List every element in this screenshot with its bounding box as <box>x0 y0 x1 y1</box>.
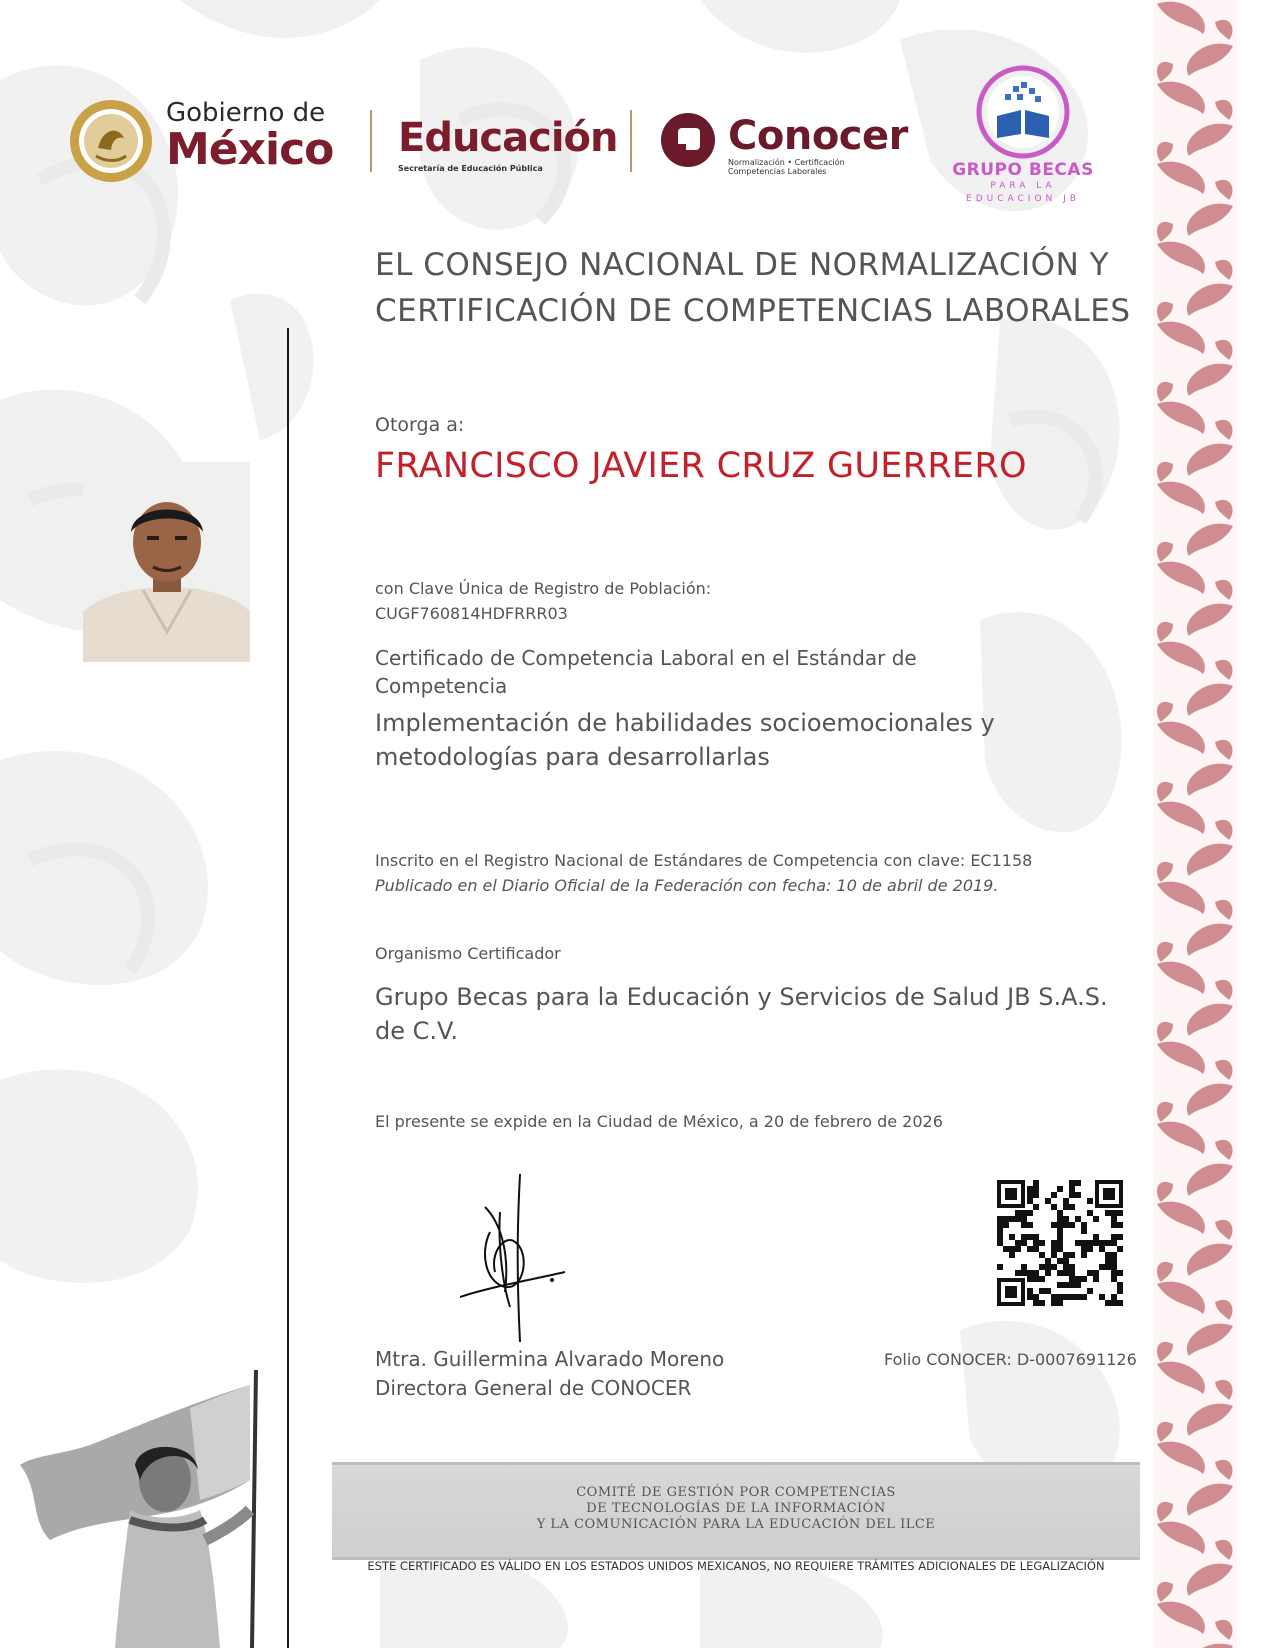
logo-separator <box>630 110 632 172</box>
becas-book-icon <box>975 64 1071 160</box>
committee-band <box>332 1462 1140 1560</box>
curp-value: CUGF760814HDFRRR03 <box>375 604 568 623</box>
mexican-seal-icon <box>68 98 154 184</box>
recipient-photo <box>83 462 250 662</box>
educacion-subtitle: Secretaría de Educación Pública <box>398 164 543 173</box>
educacion-title: Educación <box>398 115 618 161</box>
decorative-band <box>1153 0 1237 1648</box>
becas-subtitle-2: EDUCACION JB <box>966 193 1080 204</box>
signature <box>460 1172 570 1347</box>
heading-line-1: EL CONSEJO NACIONAL DE NORMALIZACIÓN Y <box>375 247 1110 283</box>
becas-name: GRUPO BECAS <box>952 160 1094 180</box>
gobierno-logo <box>166 98 334 175</box>
recipient-name: FRANCISCO JAVIER CRUZ GUERRERO <box>375 446 1027 486</box>
becas-subtitle-1: PARA LA <box>990 181 1056 191</box>
committee-text <box>332 1485 1140 1533</box>
page-margin <box>1237 0 1267 1648</box>
certificate-heading <box>375 242 1135 334</box>
issue-date-text: El presente se expide en la Ciudad de México, a 20 de febrero de 2026 <box>375 1112 943 1131</box>
otorga-label: Otorga a: <box>375 414 465 436</box>
vertical-divider <box>287 328 289 1648</box>
standard-name: Implementación de habilidades socioemocionales y metodologías para desarrollarlas <box>375 709 995 771</box>
signer-block <box>375 1345 724 1403</box>
curp-label: con Clave Única de Registro de Población: <box>375 579 712 598</box>
validity-note: ESTE CERTIFICADO ES VÁLIDO EN LOS ESTADOS UNIDOS MEXICANOS, NO REQUIERE TRÁMITES ADICIONALES DE LEGALIZACIÓN <box>367 1559 1105 1573</box>
conocer-subtitle-1: Normalización • Certificación <box>728 158 845 167</box>
gobierno-top-text: Gobierno de <box>166 98 326 128</box>
conocer-logo-icon <box>660 112 716 168</box>
organization-name: Grupo Becas para la Educación y Servicios de Salud JB S.A.S. de C.V. <box>375 983 1108 1045</box>
conocer-subtitle-2: Competencias Laborales <box>728 166 827 176</box>
qr-code-icon[interactable] <box>997 1180 1123 1306</box>
conocer-logo <box>728 113 908 177</box>
signer-name: Mtra. Guillermina Alvarado Moreno <box>375 1347 725 1371</box>
educacion-logo <box>398 115 618 173</box>
committee-line-2: DE TECNOLOGÍAS DE LA INFORMACIÓN <box>586 1501 886 1516</box>
signer-title: Directora General de CONOCER <box>375 1376 692 1400</box>
folio-number: Folio CONOCER: D-0007691126 <box>884 1350 1137 1369</box>
committee-line-3: Y LA COMUNICACIÓN PARA LA EDUCACIÓN DEL ILCE <box>536 1517 936 1532</box>
organization-label: Organismo Certificador <box>375 944 561 963</box>
committee-line-1: COMITÉ DE GESTIÓN POR COMPETENCIAS <box>576 1485 896 1500</box>
certificate-type: Certificado de Competencia Laboral en el Estándar de Competencia <box>375 646 917 698</box>
published-text: Publicado en el Diario Oficial de la Federación con fecha: 10 de abril de 2019. <box>375 876 999 895</box>
logo-separator <box>370 110 372 172</box>
woman-with-flag-illustration <box>20 1370 280 1648</box>
heading-line-2: CERTIFICACIÓN DE COMPETENCIAS LABORALES <box>375 293 1131 329</box>
conocer-title: Conocer <box>728 113 908 159</box>
registry-text: Inscrito en el Registro Nacional de Estándares de Competencia con clave: EC1158 <box>375 851 1033 870</box>
gobierno-mexico-text: México <box>166 124 334 175</box>
header-logos <box>68 90 1128 210</box>
becas-logo <box>943 160 1103 205</box>
